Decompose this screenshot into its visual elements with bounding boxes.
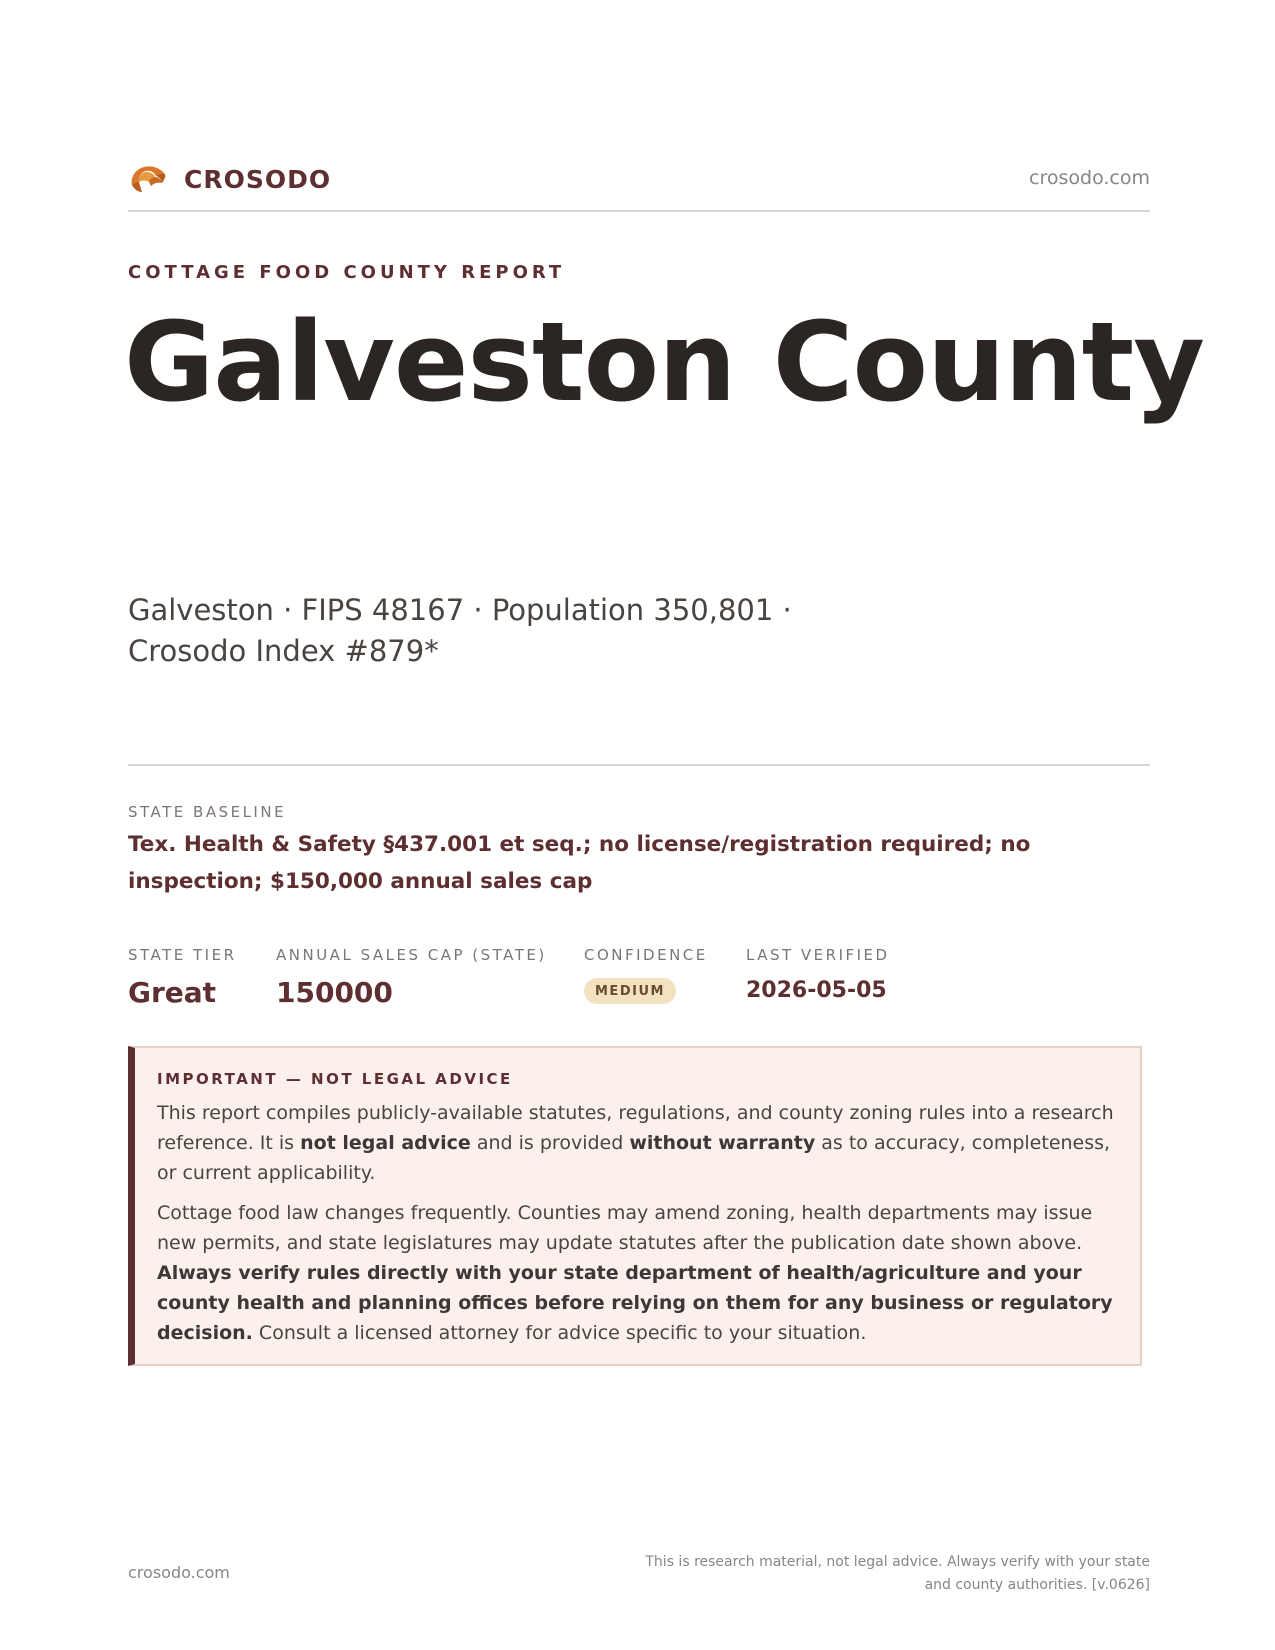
footer-disclaimer: This is research material, not legal advice. Always verify with your state and county authorities. [v.0626] bbox=[645, 1554, 1150, 1593]
stat-confidence bbox=[584, 946, 708, 1004]
legal-notice-box bbox=[128, 1046, 1142, 1366]
notice-text: Consult a licensed attorney for advice specific to your situation. bbox=[252, 1322, 867, 1344]
stat-label: CONFIDENCE bbox=[584, 946, 708, 964]
site-url-link[interactable]: crosodo.com bbox=[1029, 167, 1150, 189]
section-divider bbox=[128, 764, 1150, 766]
stat-value: Great bbox=[128, 976, 217, 1009]
confidence-badge: MEDIUM bbox=[584, 978, 676, 1004]
stat-last-verified bbox=[746, 946, 890, 1003]
report-page bbox=[124, 0, 1204, 1650]
stats-row bbox=[128, 946, 1150, 1016]
brand[interactable] bbox=[128, 159, 331, 199]
stat-value: 2026-05-05 bbox=[746, 978, 887, 1003]
notice-paragraph bbox=[157, 1098, 1117, 1188]
notice-emphasis: Always verify rules directly with your state department of health/agriculture and your county health and planning offices before relying on them for any business or regulatory decision. bbox=[157, 1262, 1113, 1344]
notice-emphasis: not legal advice bbox=[300, 1132, 471, 1154]
notice-text: and is provided bbox=[470, 1132, 630, 1154]
report-eyebrow: COTTAGE FOOD COUNTY REPORT bbox=[128, 262, 566, 283]
stat-label: LAST VERIFIED bbox=[746, 946, 890, 964]
header-divider bbox=[128, 210, 1150, 212]
state-baseline-text: Tex. Health & Safety §437.001 et seq.; no license/registration required; no inspection; $150,000 annual sales cap bbox=[128, 832, 1031, 894]
notice-emphasis: without warranty bbox=[629, 1132, 816, 1154]
stat-label: ANNUAL SALES CAP (STATE) bbox=[276, 946, 547, 964]
notice-text: as to accuracy, completeness, or current applicability. bbox=[157, 1132, 1111, 1184]
notice-title: IMPORTANT — NOT LEGAL ADVICE bbox=[157, 1070, 513, 1088]
notice-paragraph bbox=[157, 1198, 1117, 1348]
stat-label: STATE TIER bbox=[128, 946, 237, 964]
footer-site-url[interactable]: crosodo.com bbox=[128, 1563, 230, 1582]
notice-text: This report compiles publicly-available statutes, regulations, and county zoning rules into a research reference. It is bbox=[157, 1102, 1114, 1154]
state-baseline-label: STATE BASELINE bbox=[128, 803, 287, 821]
croissant-icon bbox=[128, 159, 168, 199]
brand-name: CROSODO bbox=[184, 164, 332, 194]
stat-value: 150000 bbox=[276, 976, 393, 1009]
stat-state-tier bbox=[128, 946, 237, 1009]
notice-text: Cottage food law changes frequently. Counties may amend zoning, health departments may issue new permits, and state legislatures may update statutes after the publication date shown above. bbox=[157, 1202, 1093, 1254]
page-title: Galveston County bbox=[124, 298, 1204, 426]
report-subtitle: Galveston · FIPS 48167 · Population 350,801 · Crosodo Index #879* bbox=[128, 593, 792, 668]
page-header bbox=[128, 155, 1150, 205]
stat-sales-cap bbox=[276, 946, 547, 1009]
